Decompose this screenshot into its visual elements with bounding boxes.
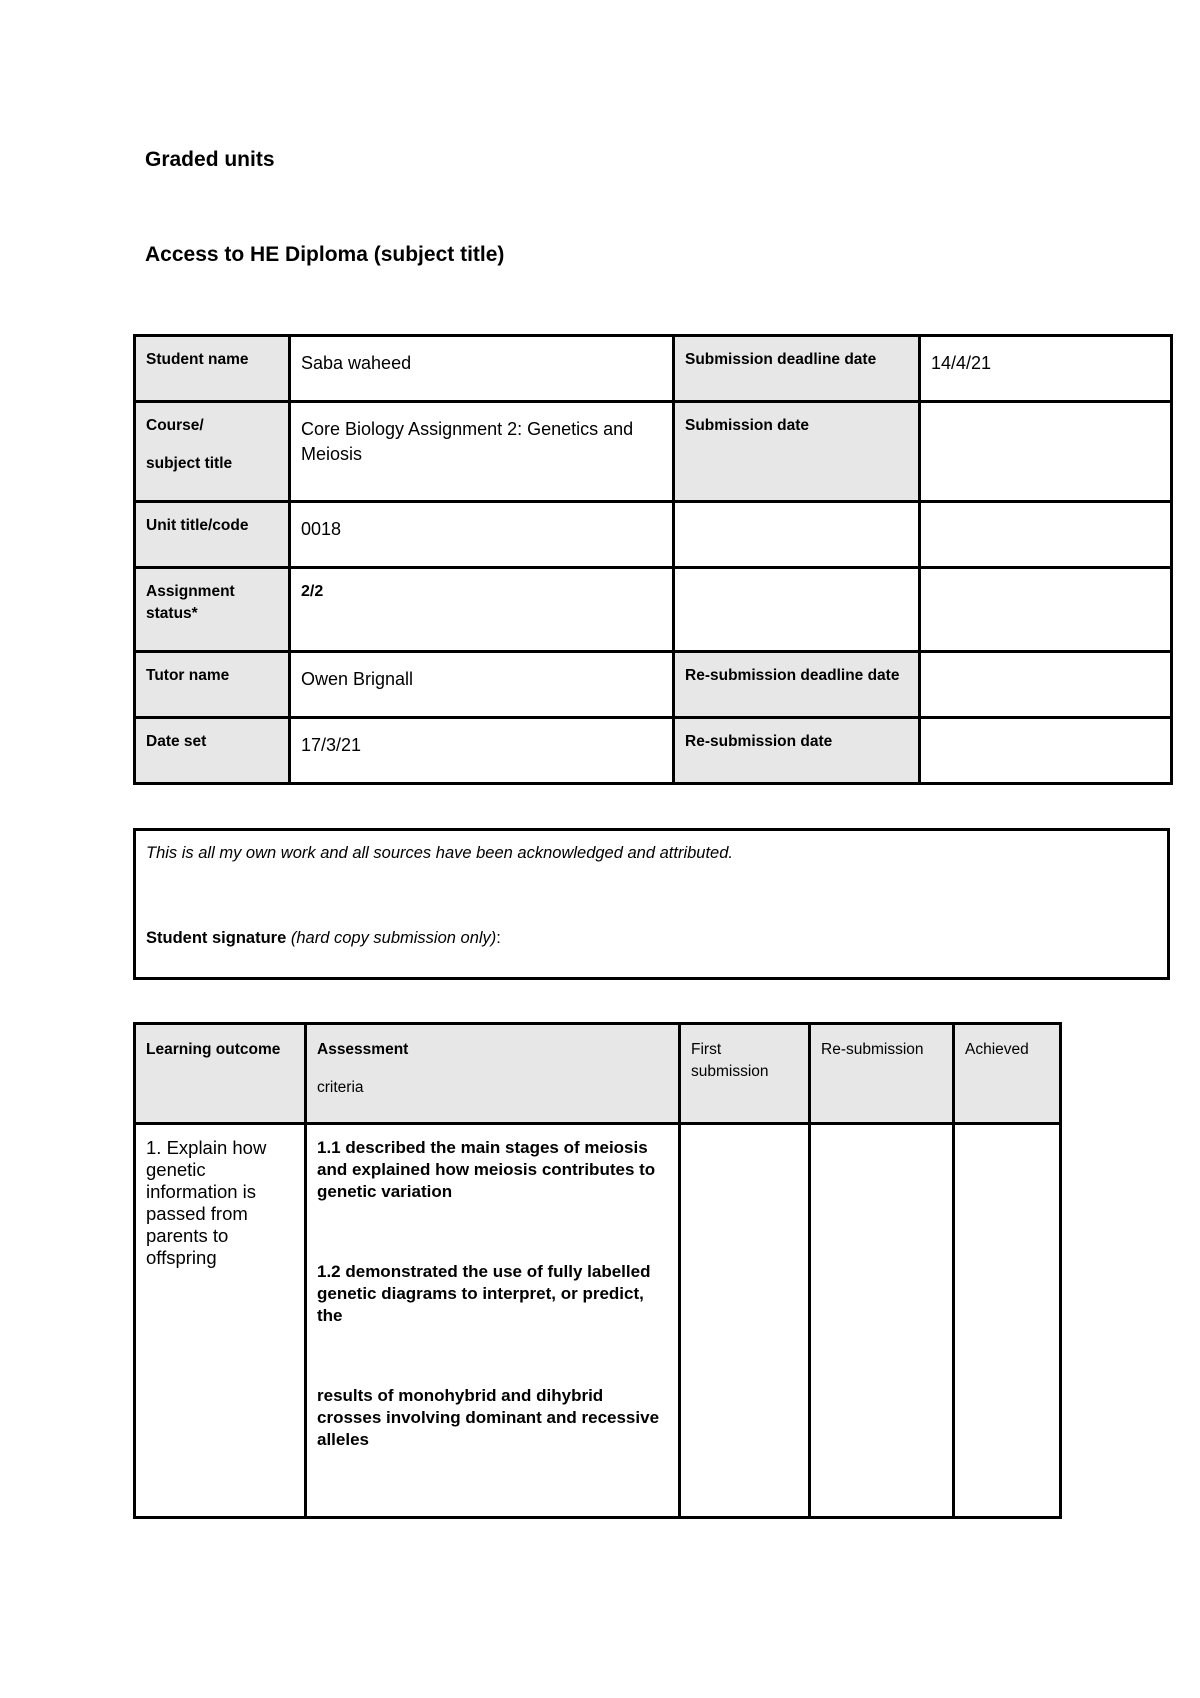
tutor-name-label: Tutor name [135,652,290,718]
course-label [135,402,290,502]
date-set-label: Date set [135,718,290,784]
resubmission-date-label: Re-submission date [674,718,920,784]
page-subheading: Access to HE Diploma (subject title) [145,243,505,266]
achieved-cell[interactable] [954,1124,1061,1518]
submission-date-value[interactable] [920,402,1172,502]
course-title-value[interactable]: Core Biology Assignment 2: Genetics and Meiosis [290,402,674,502]
tutor-name-value[interactable]: Owen Brignall [290,652,674,718]
submission-date-label: Submission date [674,402,920,502]
first-submission-header: First submission [680,1024,810,1124]
criteria-1-2: 1.2 demonstrated the use of fully labelled genetic diagrams to interpret, or predict, the [317,1262,651,1325]
course-label-line2: subject title [146,455,233,472]
student-name-label: Student name [135,336,290,402]
first-submission-cell[interactable] [680,1124,810,1518]
assessment-criteria-cell [306,1124,680,1518]
empty-cell [920,568,1172,652]
resubmission-deadline-value[interactable] [920,652,1172,718]
declaration-statement: This is all my own work and all sources have been acknowledged and attributed. [146,844,733,862]
signature-note: (hard copy submission only) [290,929,497,947]
resubmission-deadline-label: Re-submission deadline date [674,652,920,718]
declaration-box [133,828,1170,980]
empty-cell [674,502,920,568]
resubmission-date-value[interactable] [920,718,1172,784]
resubmission-header: Re-submission [810,1024,954,1124]
signature-label: Student signature [146,929,287,947]
achieved-header: Achieved [954,1024,1061,1124]
assignment-status-value[interactable]: 2/2 [290,568,674,652]
course-label-line1: Course/ [146,417,204,434]
student-signature-line[interactable] [146,929,501,948]
empty-cell [920,502,1172,568]
resubmission-cell[interactable] [810,1124,954,1518]
submission-deadline-label: Submission deadline date [674,336,920,402]
learning-outcome-cell: 1. Explain how genetic information is passed from parents to offspring [135,1124,306,1518]
student-details-table [133,334,1173,785]
assessment-criteria-header [306,1024,680,1124]
criteria-1-1: 1.1 described the main stages of meiosis and explained how meiosis contributes to genetic variation [317,1138,656,1201]
empty-cell [674,568,920,652]
unit-code-value[interactable]: 0018 [290,502,674,568]
criteria-1-2-continued: results of monohybrid and dihybrid crosses involving dominant and recessive alleles [317,1386,660,1449]
learning-outcome-header: Learning outcome [135,1024,306,1124]
date-set-value[interactable]: 17/3/21 [290,718,674,784]
submission-deadline-value[interactable]: 14/4/21 [920,336,1172,402]
learning-outcomes-table [133,1022,1062,1519]
assessment-header-line1: Assessment [317,1041,409,1058]
assessment-header-line2: criteria [317,1079,364,1096]
unit-code-label: Unit title/code [135,502,290,568]
student-name-value[interactable]: Saba waheed [290,336,674,402]
signature-colon: : [496,929,501,947]
page-heading: Graded units [145,148,275,171]
assignment-status-label: Assignment status* [135,568,290,652]
